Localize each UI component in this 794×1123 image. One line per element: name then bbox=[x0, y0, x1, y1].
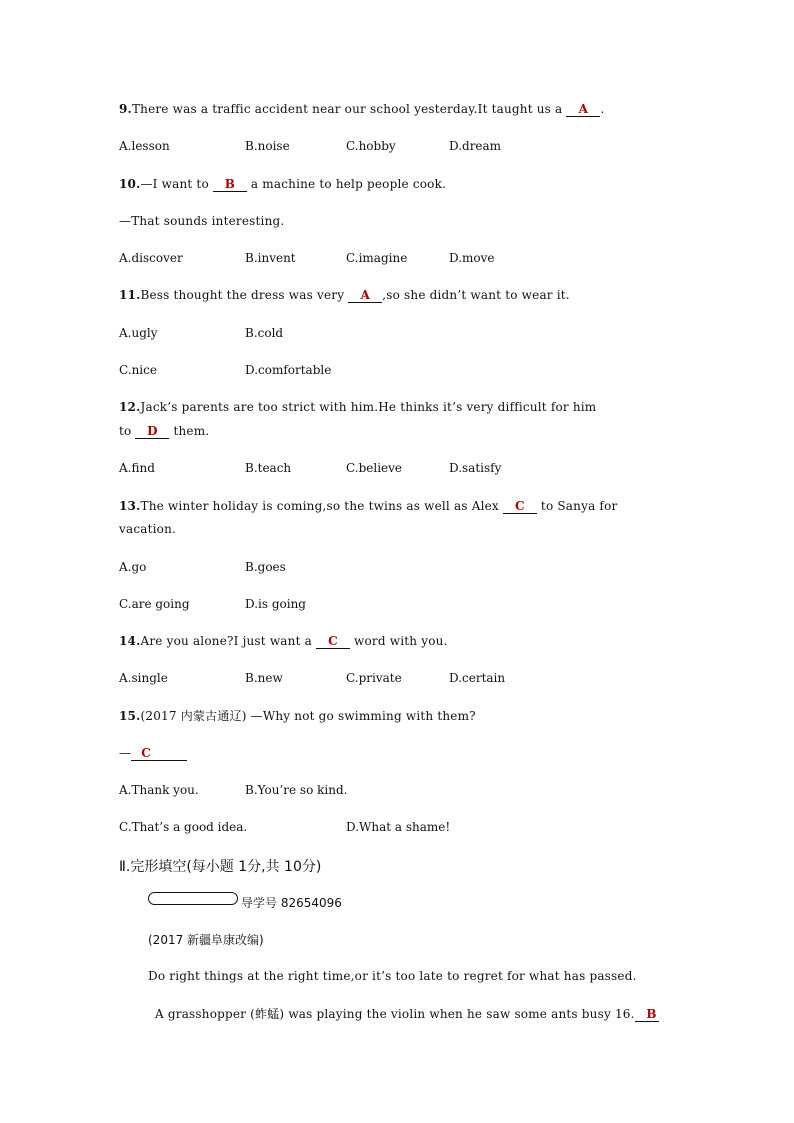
option-d: D.certain bbox=[449, 671, 506, 685]
intro-sentence: Do right things at the right time,or it’s too late to regret for what has passed. bbox=[148, 969, 637, 983]
option-b: B.teach bbox=[245, 461, 292, 475]
section-title: Ⅱ.完形填空(每小题 1分,共 10分) bbox=[119, 859, 322, 875]
answer-box bbox=[148, 892, 238, 905]
question-12-line2: to D them. bbox=[119, 424, 210, 438]
answer-blank: C bbox=[316, 634, 350, 649]
option-a: A.single bbox=[119, 671, 168, 685]
option-a: A.Thank you. bbox=[119, 783, 199, 797]
option-a: A.ugly bbox=[119, 326, 158, 340]
option-b: B.You’re so kind. bbox=[245, 783, 348, 797]
question-10: 10.—I want to B a machine to help people cook. bbox=[119, 177, 447, 191]
option-d: D.is going bbox=[245, 597, 306, 611]
answer-blank: A bbox=[566, 102, 600, 117]
option-c: C.believe bbox=[346, 461, 403, 475]
option-a: A.discover bbox=[119, 251, 183, 265]
option-d: D.What a shame! bbox=[346, 820, 451, 834]
option-b: B.new bbox=[245, 671, 283, 685]
source-note: (2017 新疆阜康改编) bbox=[148, 933, 264, 947]
option-b: B.goes bbox=[245, 560, 286, 574]
question-9: 9.There was a traffic accident near our school yesterday.It taught us a A . bbox=[119, 102, 605, 116]
option-c: C.imagine bbox=[346, 251, 408, 265]
question-10-reply: —That sounds interesting. bbox=[119, 214, 285, 228]
option-b: B.invent bbox=[245, 251, 296, 265]
option-c: C.That’s a good idea. bbox=[119, 820, 248, 834]
answer-blank: A bbox=[348, 288, 382, 303]
question-12: 12.Jack’s parents are too strict with him.He thinks it’s very difficult for him bbox=[119, 400, 597, 414]
question-11: 11.Bess thought the dress was very A ,so she didn’t want to wear it. bbox=[119, 288, 570, 302]
answer-blank: C bbox=[131, 746, 187, 761]
option-a: A.lesson bbox=[119, 139, 170, 153]
question-14: 14.Are you alone?I just want a C word with you. bbox=[119, 634, 448, 648]
passage-line: A grasshopper (蚱蜢) was playing the violin when he saw some ants busy 16. B bbox=[155, 1007, 657, 1021]
answer-blank: C bbox=[503, 499, 537, 514]
option-a: A.find bbox=[119, 461, 155, 475]
option-c: C.private bbox=[346, 671, 402, 685]
question-13: 13.The winter holiday is coming,so the twins as well as Alex C to Sanya for bbox=[119, 499, 618, 513]
answer-blank: B bbox=[213, 177, 247, 192]
option-d: D.comfortable bbox=[245, 363, 332, 377]
option-d: D.dream bbox=[449, 139, 502, 153]
option-d: D.satisfy bbox=[449, 461, 502, 475]
option-a: A.go bbox=[119, 560, 147, 574]
option-b: B.noise bbox=[245, 139, 290, 153]
answer-blank: B bbox=[635, 1007, 659, 1022]
answer-blank: D bbox=[135, 424, 169, 439]
question-13-line2: vacation. bbox=[119, 522, 177, 536]
guide-number: 导学号 82654096 bbox=[241, 896, 342, 910]
option-c: C.nice bbox=[119, 363, 157, 377]
option-b: B.cold bbox=[245, 326, 284, 340]
question-15: 15.(2017 内蒙古通辽) —Why not go swimming with them? bbox=[119, 709, 476, 723]
question-15-line2: — C bbox=[119, 745, 187, 761]
option-c: C.hobby bbox=[346, 139, 396, 153]
option-c: C.are going bbox=[119, 597, 190, 611]
option-d: D.move bbox=[449, 251, 495, 265]
